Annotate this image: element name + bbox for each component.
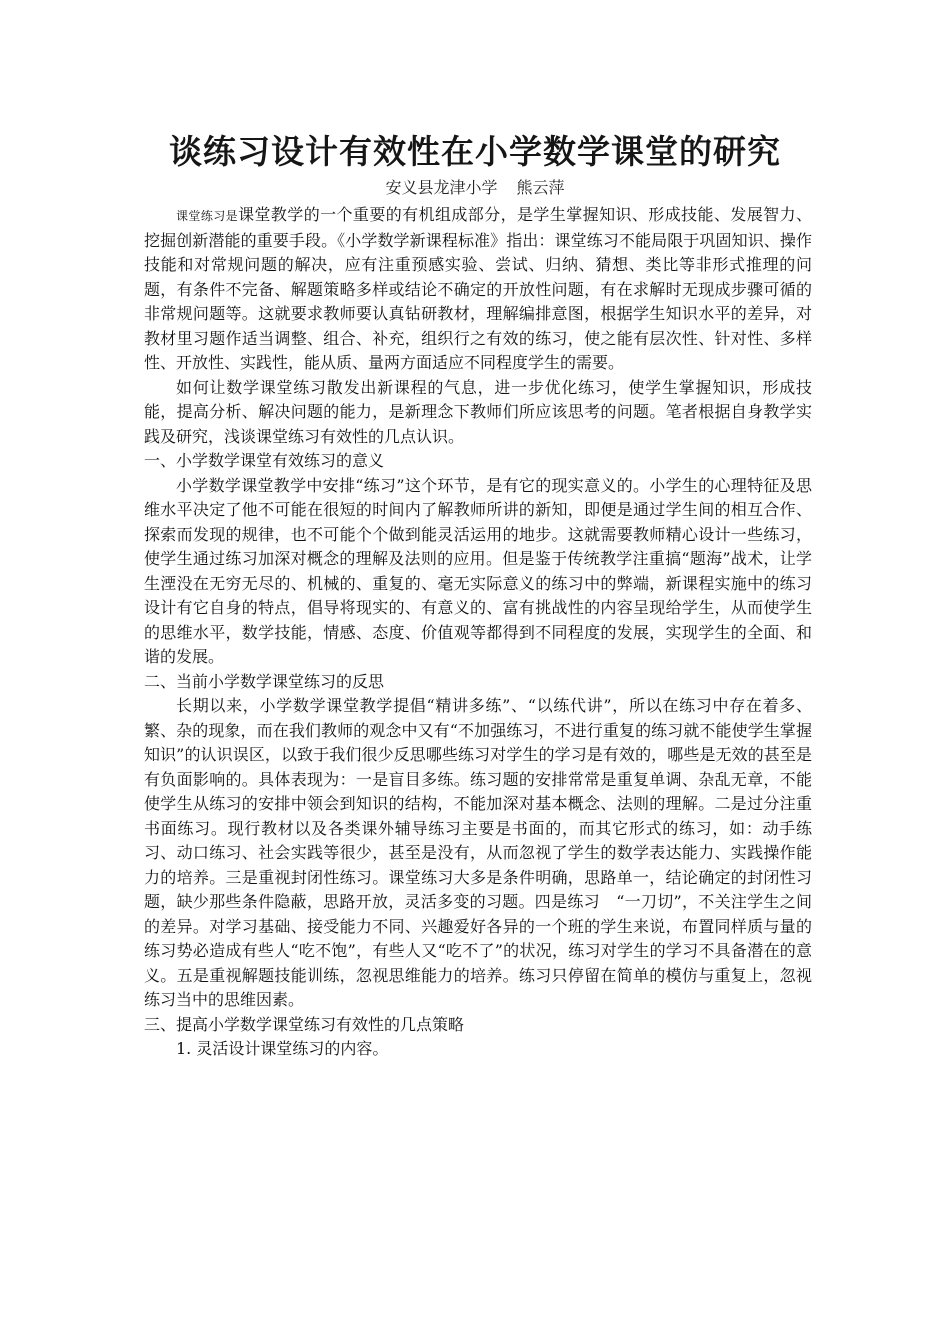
intro-text: 课堂教学的一个重要的有机组成部分，是学生掌握知识、形成技能、发展智力、挖掘创新潜能的重要手段。《小学数学新课程标准》指出：课堂练习不能局限于巩固知识、操作技能和对常规问题的解决，应有注重预感实验、尝试、归纳、猜想、类比等非形式推理的问题，有条件不完备、解题策略多样或结论不确定的开放性问题，有在求解时无现成步骤可循的非常规问题等。这就要求教师要认真钻研教材，理解编排意图，根据学生知识水平的差异，对教材里习题作适当调整、组合、补充，组织行之有效的练习，使之能有层次性、针对性、多样性、开放性、实践性，能从质、量两方面适应不同程度学生的需要。 (144, 205, 812, 372)
author-name: 熊云萍 (516, 178, 565, 197)
document-body (144, 203, 812, 1062)
subsection-heading-1: 1. 灵活设计课堂练习的内容。 (176, 1039, 389, 1058)
section-heading-2: 二、当前小学数学课堂练习的反思 (144, 671, 385, 691)
author-line (0, 176, 950, 200)
document-title: 谈练习设计有效性在小学数学课堂的研究 (169, 132, 781, 171)
paragraph-intro (144, 203, 812, 376)
intro-lead: 课堂练习是 (176, 209, 239, 223)
paragraph: 小学数学课堂教学中安排“练习”这个环节，是有它的现实意义的。小学生的心理特征及思维水平决定了他不可能在很短的时间内了解教师所讲的新知，即便是通过学生间的相互合作、探索而发现的规律，也不可能个个做到能灵活运用的地步。这就需要教师精心设计一些练习，使学生通过练习加深对概念的理解及法则的应用。但是鉴于传统教学注重搞“题海”战术，让学生湮没在无穷无尽的、机械的、重复的、毫无实际意义的练习中的弊端，新课程实施中的练习设计有它自身的特点，倡导将现实的、有意义的、富有挑战性的内容呈现给学生，从而使学生的思维水平，数学技能，情感、态度、价值观等都得到不同程度的发展，实现学生的全面、和谐的发展。 (144, 475, 812, 666)
section-heading-3: 三、提高小学数学课堂练习有效性的几点策略 (144, 1014, 465, 1034)
paragraph: 长期以来，小学数学课堂教学提倡“精讲多练”、“以练代讲”，所以在练习中存在着多、繁、杂的现象，而在我们教师的观念中又有“不加强练习，不进行重复的练习就不能使学生掌握知识”的认识误区，以致于我们很少反思哪些练习对学生的学习是有效的，哪些是无效的甚至是有负面影响的。具体表现为：一是盲目多练。练习题的安排常常是重复单调、杂乱无章，不能使学生从练习的安排中领会到知识的结构，不能加深对基本概念、法则的理解。二是过分注重书面练习。现行教材以及各类课外辅导练习主要是书面的，而其它形式的练习，如：动手练习、动口练习、社会实践等很少，甚至是没有，从而忽视了学生的数学表达能力、实践操作能力的培养。三是重视封闭性练习。课堂练习大多是条件明确，思路单一，结论确定的封闭性习题，缺少那些条件隐蔽，思路开放，灵活多变的习题。四是练习 “一刀切”，不关注学生之间的差异。对学习基础、接受能力不同、兴趣爱好各异的一个班的学生来说，布置同样质与量的练习势必造成有些人“吃不饱”，有些人又“吃不了”的状况，练习对学生的学习不具备潜在的意义。五是重视解题技能训练，忽视思维能力的培养。练习只停留在简单的模仿与重复上，忽视练习当中的思维因素。 (144, 696, 812, 1009)
school-name: 安义县龙津小学 (385, 178, 498, 197)
section-heading-1: 一、小学数学课堂有效练习的意义 (144, 451, 385, 470)
paragraph: 如何让数学课堂练习散发出新课程的气息，进一步优化练习，使学生掌握知识，形成技能，提高分析、解决问题的能力，是新理念下教师们所应该思考的问题。笔者根据自身教学实践及研究，浅谈课堂练习有效性的几点认识。 (144, 377, 812, 446)
